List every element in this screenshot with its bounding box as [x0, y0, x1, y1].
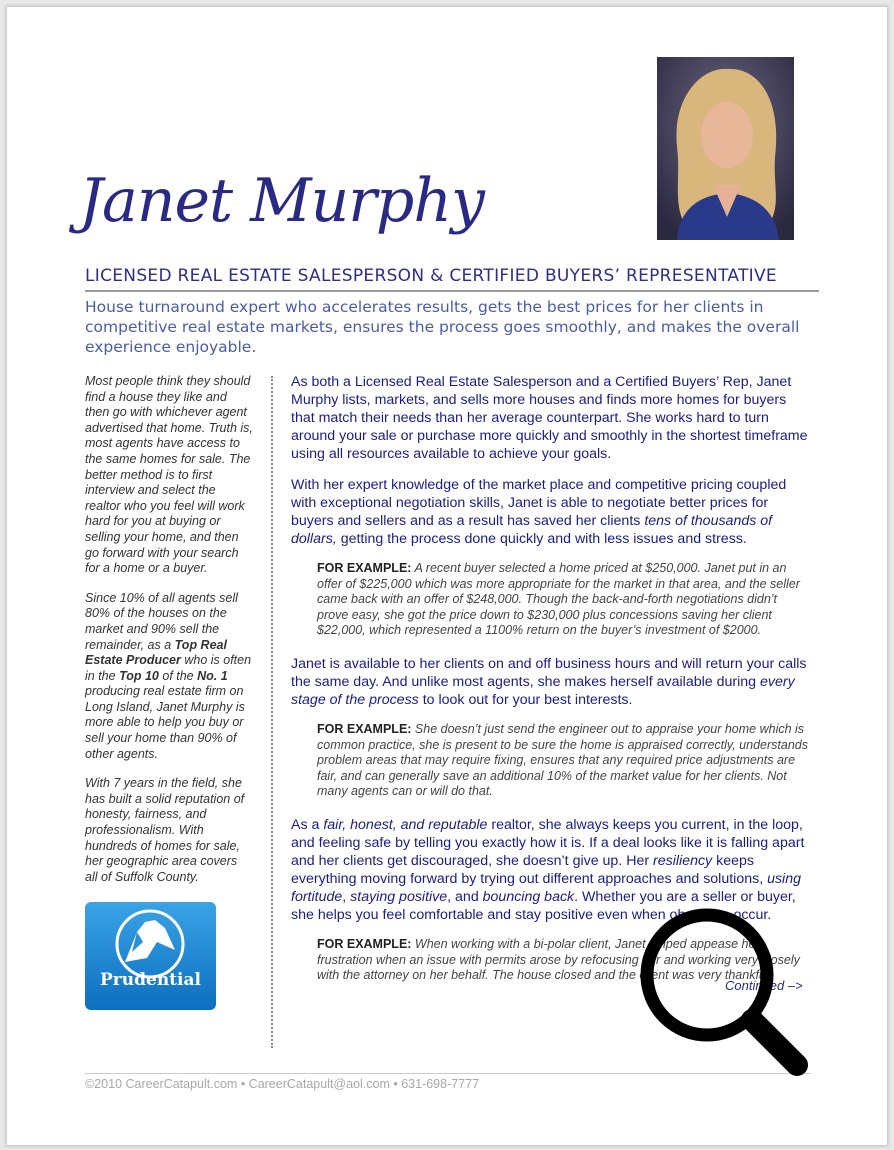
magnifier-icon[interactable] [635, 903, 811, 1079]
main-paragraph: Janet is available to her clients on and off business hours and will return your calls the same day. And unlike most agents, she makes herself available during every stage of the process to look out for your best interests. [291, 655, 807, 708]
example-block: FOR EXAMPLE: She doesn’t just send the engineer out to appraise your home which is common practice, she is present to be sure the home is appraised correctly, understands problem areas that may require fixing, ensures that any required price adjustments are fair, and can generally save an additional 10% of the market value for her clients. Not many agents can or will do that. [317, 721, 808, 799]
prudential-logo [85, 902, 216, 1010]
sidebar [85, 374, 253, 899]
main-paragraph: With her expert knowledge of the market place and competitive pricing coupled with exceptional negotiation skills, Janet is able to negotiate better prices for buyers and sellers and as a result has saved her clients tens of thousands of dollars, getting the process done quickly and with less issues and stress. [291, 477, 787, 547]
profile-photo [657, 57, 794, 240]
footer-contact: ©2010 CareerCatapult.com • CareerCatapult@aol.com • 631-698-7777 [85, 1073, 811, 1091]
sidebar-paragraph: Most people think they should find a house they like and then go with whichever agent advertised that home. Truth is, most agents have access to the same homes for sale. The better method is to first interview and select the realtor who you feel will work hard for you at buying or selling your home, and then go forward with your search for a home or a buyer. [85, 374, 253, 576]
example-block: FOR EXAMPLE: A recent buyer selected a home priced at $250,000. Janet put in an offer of $225,000 which was more appropriate for the market in that area, and the seller came back with an offer of $248,000. Though the back-and-forth negotiations didn’t prove easy, she got the price down to $230,000 plus concessions saving her client $22,000, which represented a 1100% return on the buyer’s investment of $2000. [317, 561, 800, 638]
candidate-name: Janet Murphy [79, 166, 484, 236]
logo-text: Prudential [100, 970, 201, 990]
main-paragraph: As a fair, honest, and reputable realtor, she always keeps you current, in the loop, and feeling safe by telling you exactly how it is. If a deal looks like it is falling apart and her clients get discouraged, she doesn’t give up. Her resiliency keeps everything moving forward by trying out different approaches and solutions, using fortitude, staying positive, and bouncing back. Whether you are a seller or buyer, she helps you feel comfortable and stay positive even when obstacles occur. [291, 816, 805, 923]
example-block: FOR EXAMPLE: When working with a bi-polar client, Janet helped appease her frustration when an issue with permits arose by refocusing her and working very closely with the attorney on her behalf. The house closed and the client was very thankful. [317, 936, 800, 983]
continued-link[interactable]: Continued –> [725, 978, 803, 993]
sidebar-paragraph: Since 10% of all agents sell 80% of the houses on the market and 90% sell the remainder, as a Top Real Estate Producer who is often in the Top 10 of the No. 1 producing real estate firm on Long Island, Janet Murphy is more able to help you buy or sell your home than 90% of other agents. [85, 590, 252, 761]
tagline: House turnaround expert who accelerates results, gets the best prices for her clients in competitive real estate markets, ensures the process goes smoothly, and makes the overall experience enjoyable. [85, 298, 800, 356]
resume-page [6, 6, 888, 1146]
job-title: LICENSED REAL ESTATE SALESPERSON & CERTIFIED BUYERS’ REPRESENTATIVE [85, 266, 819, 292]
sidebar-paragraph: With 7 years in the field, she has built a solid reputation of honesty, fairness, and professionalism. With hundreds of homes for sale, her geographic area covers all of Suffolk County. [85, 776, 245, 884]
column-divider [271, 376, 273, 1048]
main-paragraph: As both a Licensed Real Estate Salesperson and a Certified Buyers’ Rep, Janet Murphy lists, markets, and sells more houses and finds more homes for buyers that match their needs than her average counterpart. She works hard to turn around your sale or purchase more quickly and smoothly in the shortest timeframe using all resources available to achieve your goals. [291, 374, 808, 462]
